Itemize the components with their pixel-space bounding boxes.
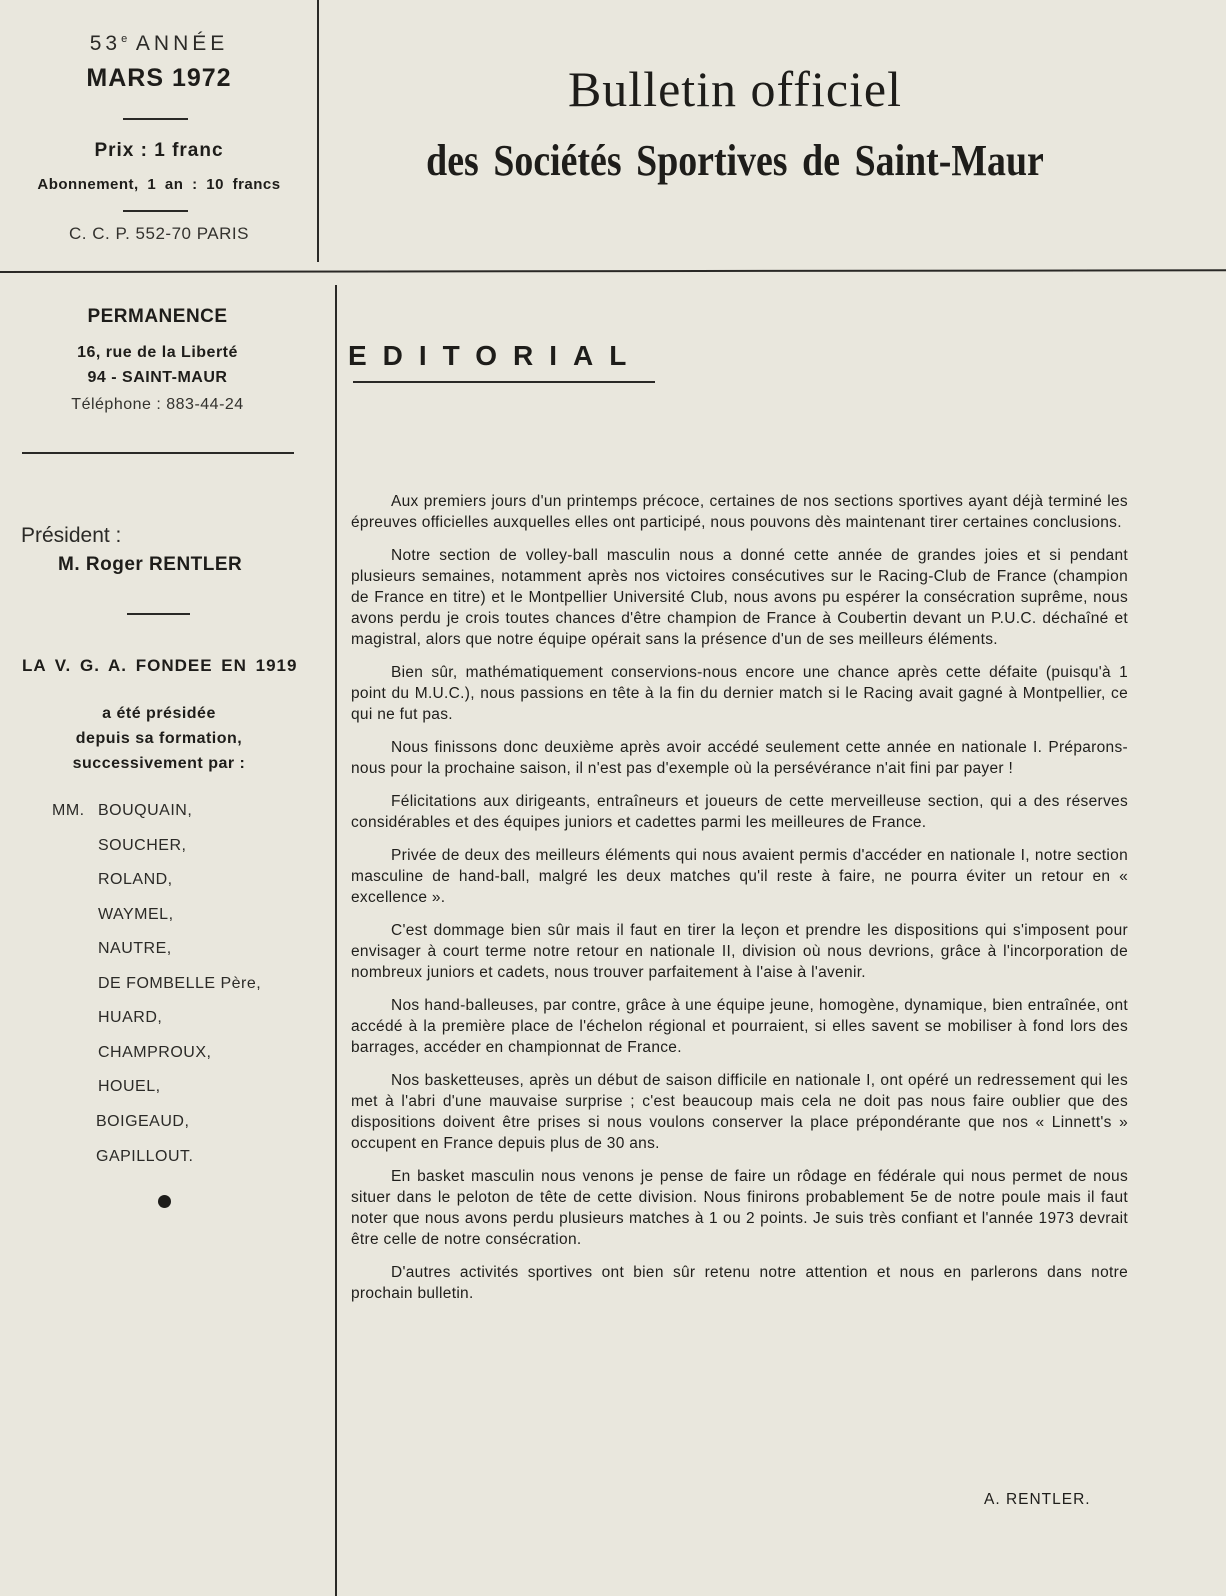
editorial-paragraph: Nous finissons donc deuxième après avoir accédé seulement cette année en nationale I. Préparons-nous pour la prochaine saison, il n'est pas d'exemple où la persévérance n'ait fini par payer !	[351, 739, 1128, 777]
editorial-underline	[353, 381, 655, 383]
presided-line-3: successivement par :	[72, 755, 246, 772]
president-label: Président :	[21, 524, 122, 547]
editorial-paragraph: Notre section de volley-ball masculin nous a donné cette année de grandes joies et si pendant plusieurs semaines, notamment après nos victoires consécutives sur le Racing-Club de France (champion de France en titre) et le Montpellier Université Club, nous avons pu espérer la consécration suprême, nous avons perdu je crois toutes chances d'être champion de France à Coubertin devant un P.U.C. déchaîné et magistral, alors que notre équipe opérait sans la présence d'un de ses meilleurs éléments.	[351, 547, 1128, 648]
editorial-paragraph: Aux premiers jours d'un printemps précoce, certaines de nos sections sportives ayant déjà terminé les épreuves officielles auxquelles elles ont participé, nous pouvons dès maintenant tirer certaines conclusions.	[351, 493, 1128, 531]
year-word: ANNÉE	[135, 32, 229, 55]
issue-date: MARS 1972	[86, 64, 232, 92]
header-bottom-rule	[0, 269, 1226, 273]
editorial-paragraph: C'est dommage bien sûr mais il faut en tirer la leçon et prendre les dispositions qui s'imposent pour envisager à court terme notre retour en nationale II, division où nous devrions, grâce à l'incorporation de nombreux juniors et cadets, nous trouver parfaitement à l'aise à l'avenir.	[351, 922, 1128, 981]
permanence-title: PERMANENCE	[87, 306, 228, 327]
former-president: HUARD,	[98, 1009, 163, 1026]
address-line-2: 94 - SAINT-MAUR	[87, 369, 228, 386]
former-president: SOUCHER,	[98, 837, 187, 854]
presided-line-1: a été présidée	[102, 705, 216, 722]
ccp-account: C. C. P. 552-70 PARIS	[69, 224, 249, 243]
end-bullet	[158, 1195, 171, 1208]
former-president: ROLAND,	[98, 871, 173, 888]
body-vertical-divider	[335, 285, 337, 1596]
president-divider	[127, 613, 190, 615]
editorial-paragraph: D'autres activités sportives ont bien sûr retenu notre attention et nous en parlerons dans notre prochain bulletin.	[351, 1264, 1128, 1302]
presided-line-2: depuis sa formation,	[75, 730, 243, 747]
former-president: WAYMEL,	[98, 906, 174, 923]
former-president: BOIGEAUD,	[96, 1113, 190, 1130]
year-suffix: e	[121, 33, 128, 45]
editorial-signature: A. RENTLER.	[984, 1491, 1091, 1508]
former-president: DE FOMBELLE Père,	[98, 975, 262, 992]
date-divider	[123, 118, 188, 120]
subscription-price: Abonnement, 1 an : 10 francs	[37, 176, 281, 193]
bulletin-subtitle: des Sociétés Sportives de Saint-Maur	[426, 136, 1044, 185]
issue-price: Prix : 1 franc	[94, 140, 224, 161]
editorial-paragraph: Nos basketteuses, après un début de saison difficile en nationale I, ont opéré un redressement qui les met à l'abri d'une mauvaise surprise ; c'est beaucoup mais cela ne doit pas nous faire oublier que des dispositions doivent être prises si nous voulons conserver la place prépondérante que nos « Linnett's » occupent en France depuis plus de 30 ans.	[351, 1072, 1128, 1152]
editorial-paragraph: Nos hand-balleuses, par contre, grâce à une équipe jeune, homogène, dynamique, bien entraînée, ont accédé à la première place de l'échelon régional et pourraient, si elles savent se mobiliser à fond lors des barrages, accéder en championnat de France.	[351, 997, 1128, 1056]
address-line-1: 16, rue de la Liberté	[77, 344, 238, 361]
price-divider	[123, 210, 188, 212]
edition-year	[0, 32, 318, 56]
editorial-paragraph: Bien sûr, mathématiquement conservions-nous encore une chance après cette défaite (puisqu'à 1 point du M.U.C.), nous passions en tête à la fin du dernier match si le Racing avait gagné à Montpellier, ce qui ne fut pas.	[351, 664, 1128, 723]
former-president: BOUQUAIN,	[98, 802, 193, 819]
editorial-paragraph: Privée de deux des meilleurs éléments qui nous avaient permis d'accéder en nationale I, notre section masculine de hand-ball, malgré les deux matches qu'il reste à faire, ne pourra éviter un retour en « excellence ».	[351, 847, 1128, 906]
president-name: M. Roger RENTLER	[58, 554, 243, 575]
editorial-body	[351, 491, 1128, 1316]
former-president: GAPILLOUT.	[96, 1148, 194, 1165]
permanence-divider	[22, 452, 294, 454]
editorial-paragraph: En basket masculin nous venons je pense de faire un rôdage en fédérale qui nous permet de nous situer dans le peloton de tête de cette division. Nous finirons probablement 5e de notre poule mais il faut noter que nous avons perdu plusieurs matches à 1 ou 2 points. Je suis très confiant et l'année 1973 devrait être celle de notre consécration.	[351, 1168, 1128, 1248]
former-president: NAUTRE,	[98, 940, 172, 957]
presidents-prefix: MM.	[52, 802, 85, 819]
club-founded: LA V. G. A. FONDEE EN 1919	[22, 656, 298, 675]
phone-number: Téléphone : 883-44-24	[71, 396, 244, 413]
former-president: CHAMPROUX,	[98, 1044, 212, 1061]
bulletin-title: Bulletin officiel	[567, 61, 903, 117]
year-number: 53	[89, 32, 122, 55]
editorial-heading: EDITORIAL	[348, 340, 643, 371]
former-president: HOUEL,	[98, 1078, 161, 1095]
editorial-paragraph: Félicitations aux dirigeants, entraîneurs et joueurs de cette merveilleuse section, qui a des réserves considérables et des équipes juniors et cadettes parmi les meilleures de France.	[351, 793, 1128, 831]
